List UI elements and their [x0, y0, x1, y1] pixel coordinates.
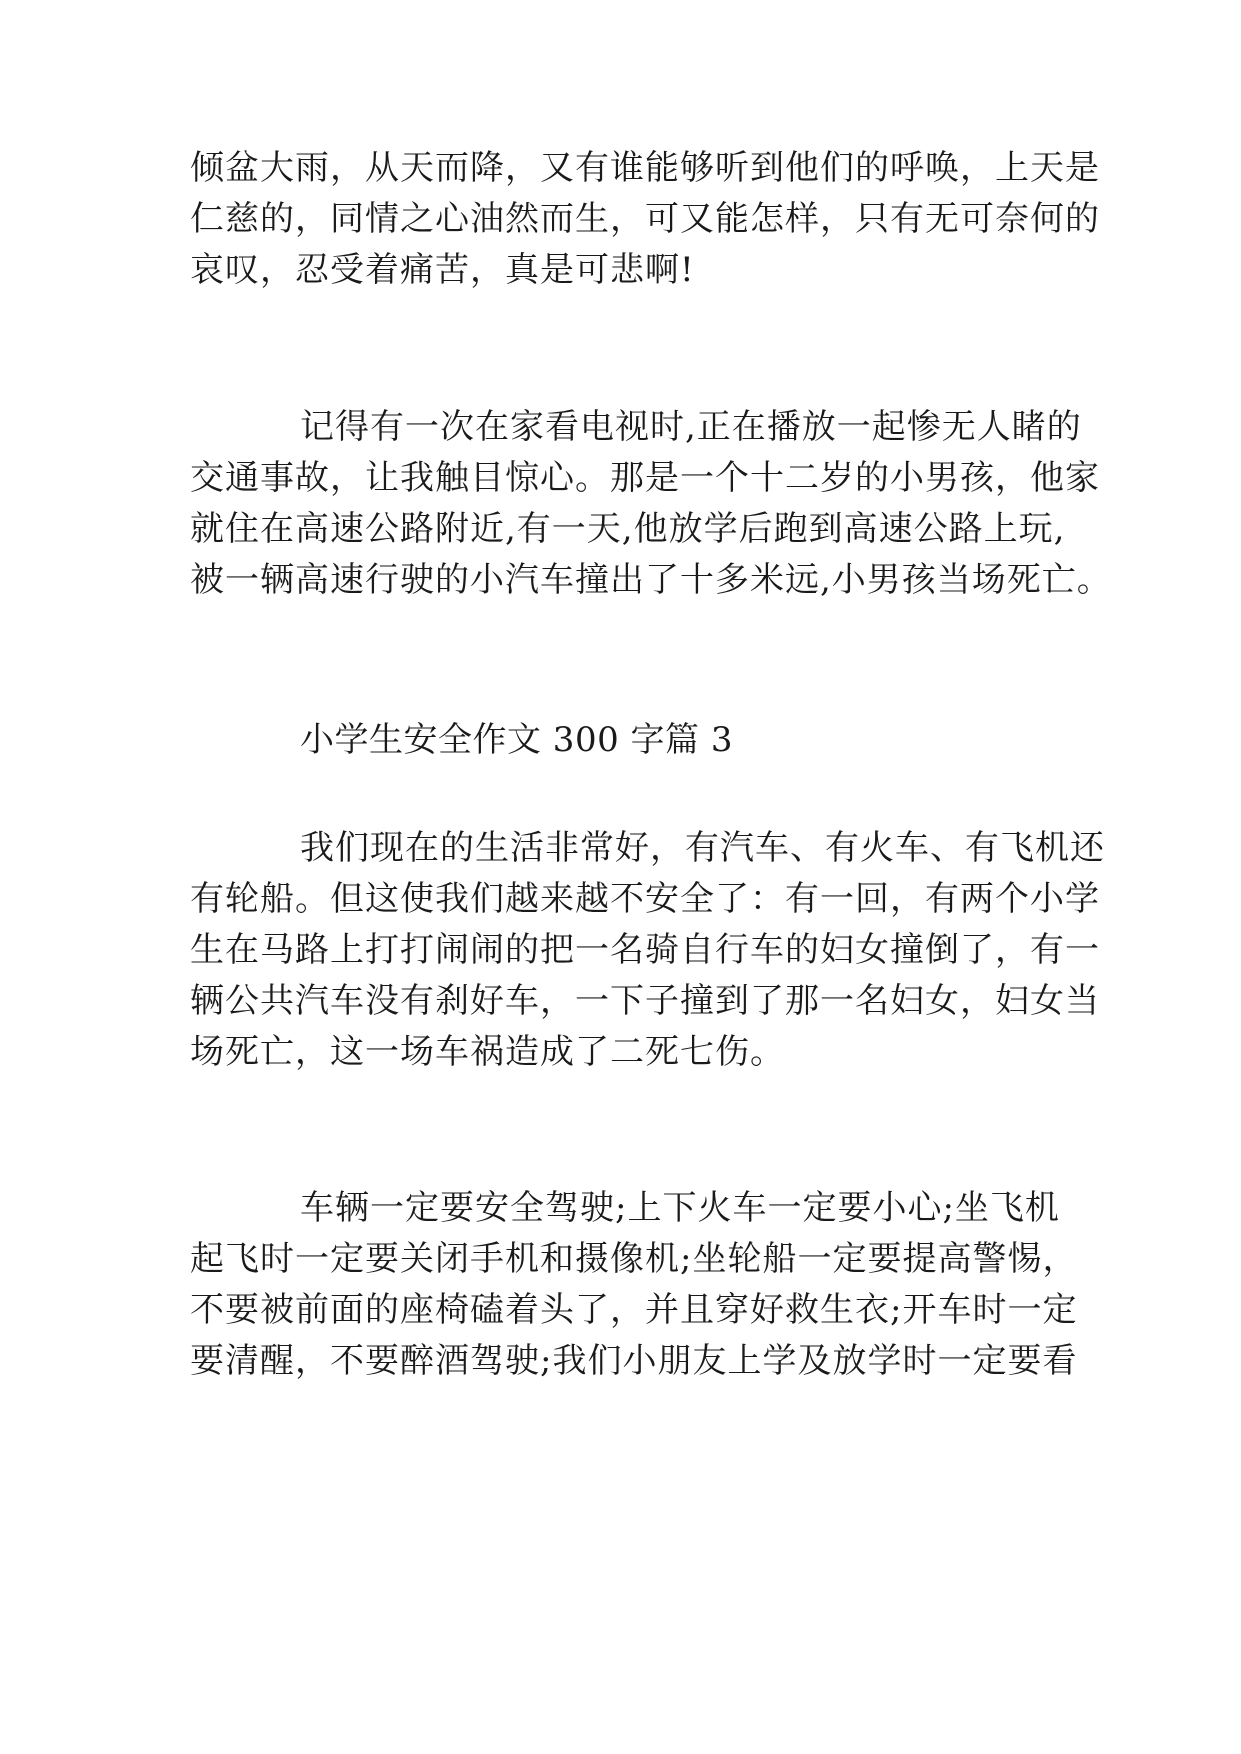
paragraph-line: 被一辆高速行驶的小汽车撞出了十多米远,小男孩当场死亡。: [190, 560, 1112, 600]
paragraph-line: 要清醒，不要醉酒驾驶;我们小朋友上学及放学时一定要看: [190, 1341, 1078, 1381]
paragraph-line: 我们现在的生活非常好，有汽车、有火车、有飞机还: [300, 828, 1105, 868]
paragraph-line: 生在马路上打打闹闹的把一名骑自行车的妇女撞倒了，有一: [190, 930, 1100, 970]
paragraph-line: 就住在高速公路附近,有一天,他放学后跑到高速公路上玩,: [190, 509, 1066, 549]
paragraph-line: 倾盆大雨，从天而降，又有谁能够听到他们的呼唤，上天是: [190, 148, 1100, 188]
paragraph-line: 仁慈的，同情之心油然而生，可又能怎样，只有无可奈何的: [190, 199, 1100, 239]
paragraph-line: 辆公共汽车没有刹好车，一下子撞到了那一名妇女，妇女当: [190, 981, 1100, 1021]
paragraph-line: 起飞时一定要关闭手机和摄像机;坐轮船一定要提高警惕，: [190, 1239, 1078, 1279]
paragraph-line: 车辆一定要安全驾驶;上下火车一定要小心;坐飞机: [300, 1188, 1060, 1228]
paragraph-line: 有轮船。但这使我们越来越不安全了：有一回，有两个小学: [190, 879, 1100, 919]
section-heading: 小学生安全作文 300 字篇 3: [300, 720, 733, 760]
paragraph-line: 交通事故，让我触目惊心。那是一个十二岁的小男孩，他家: [190, 458, 1100, 498]
paragraph-line: 场死亡，这一场车祸造成了二死七伤。: [190, 1032, 785, 1072]
paragraph-line: 哀叹，忍受着痛苦，真是可悲啊!: [190, 250, 695, 290]
paragraph-line: 记得有一次在家看电视时,正在播放一起惨无人睹的: [300, 407, 1082, 447]
paragraph-line: 不要被前面的座椅磕着头了，并且穿好救生衣;开车时一定: [190, 1290, 1078, 1330]
